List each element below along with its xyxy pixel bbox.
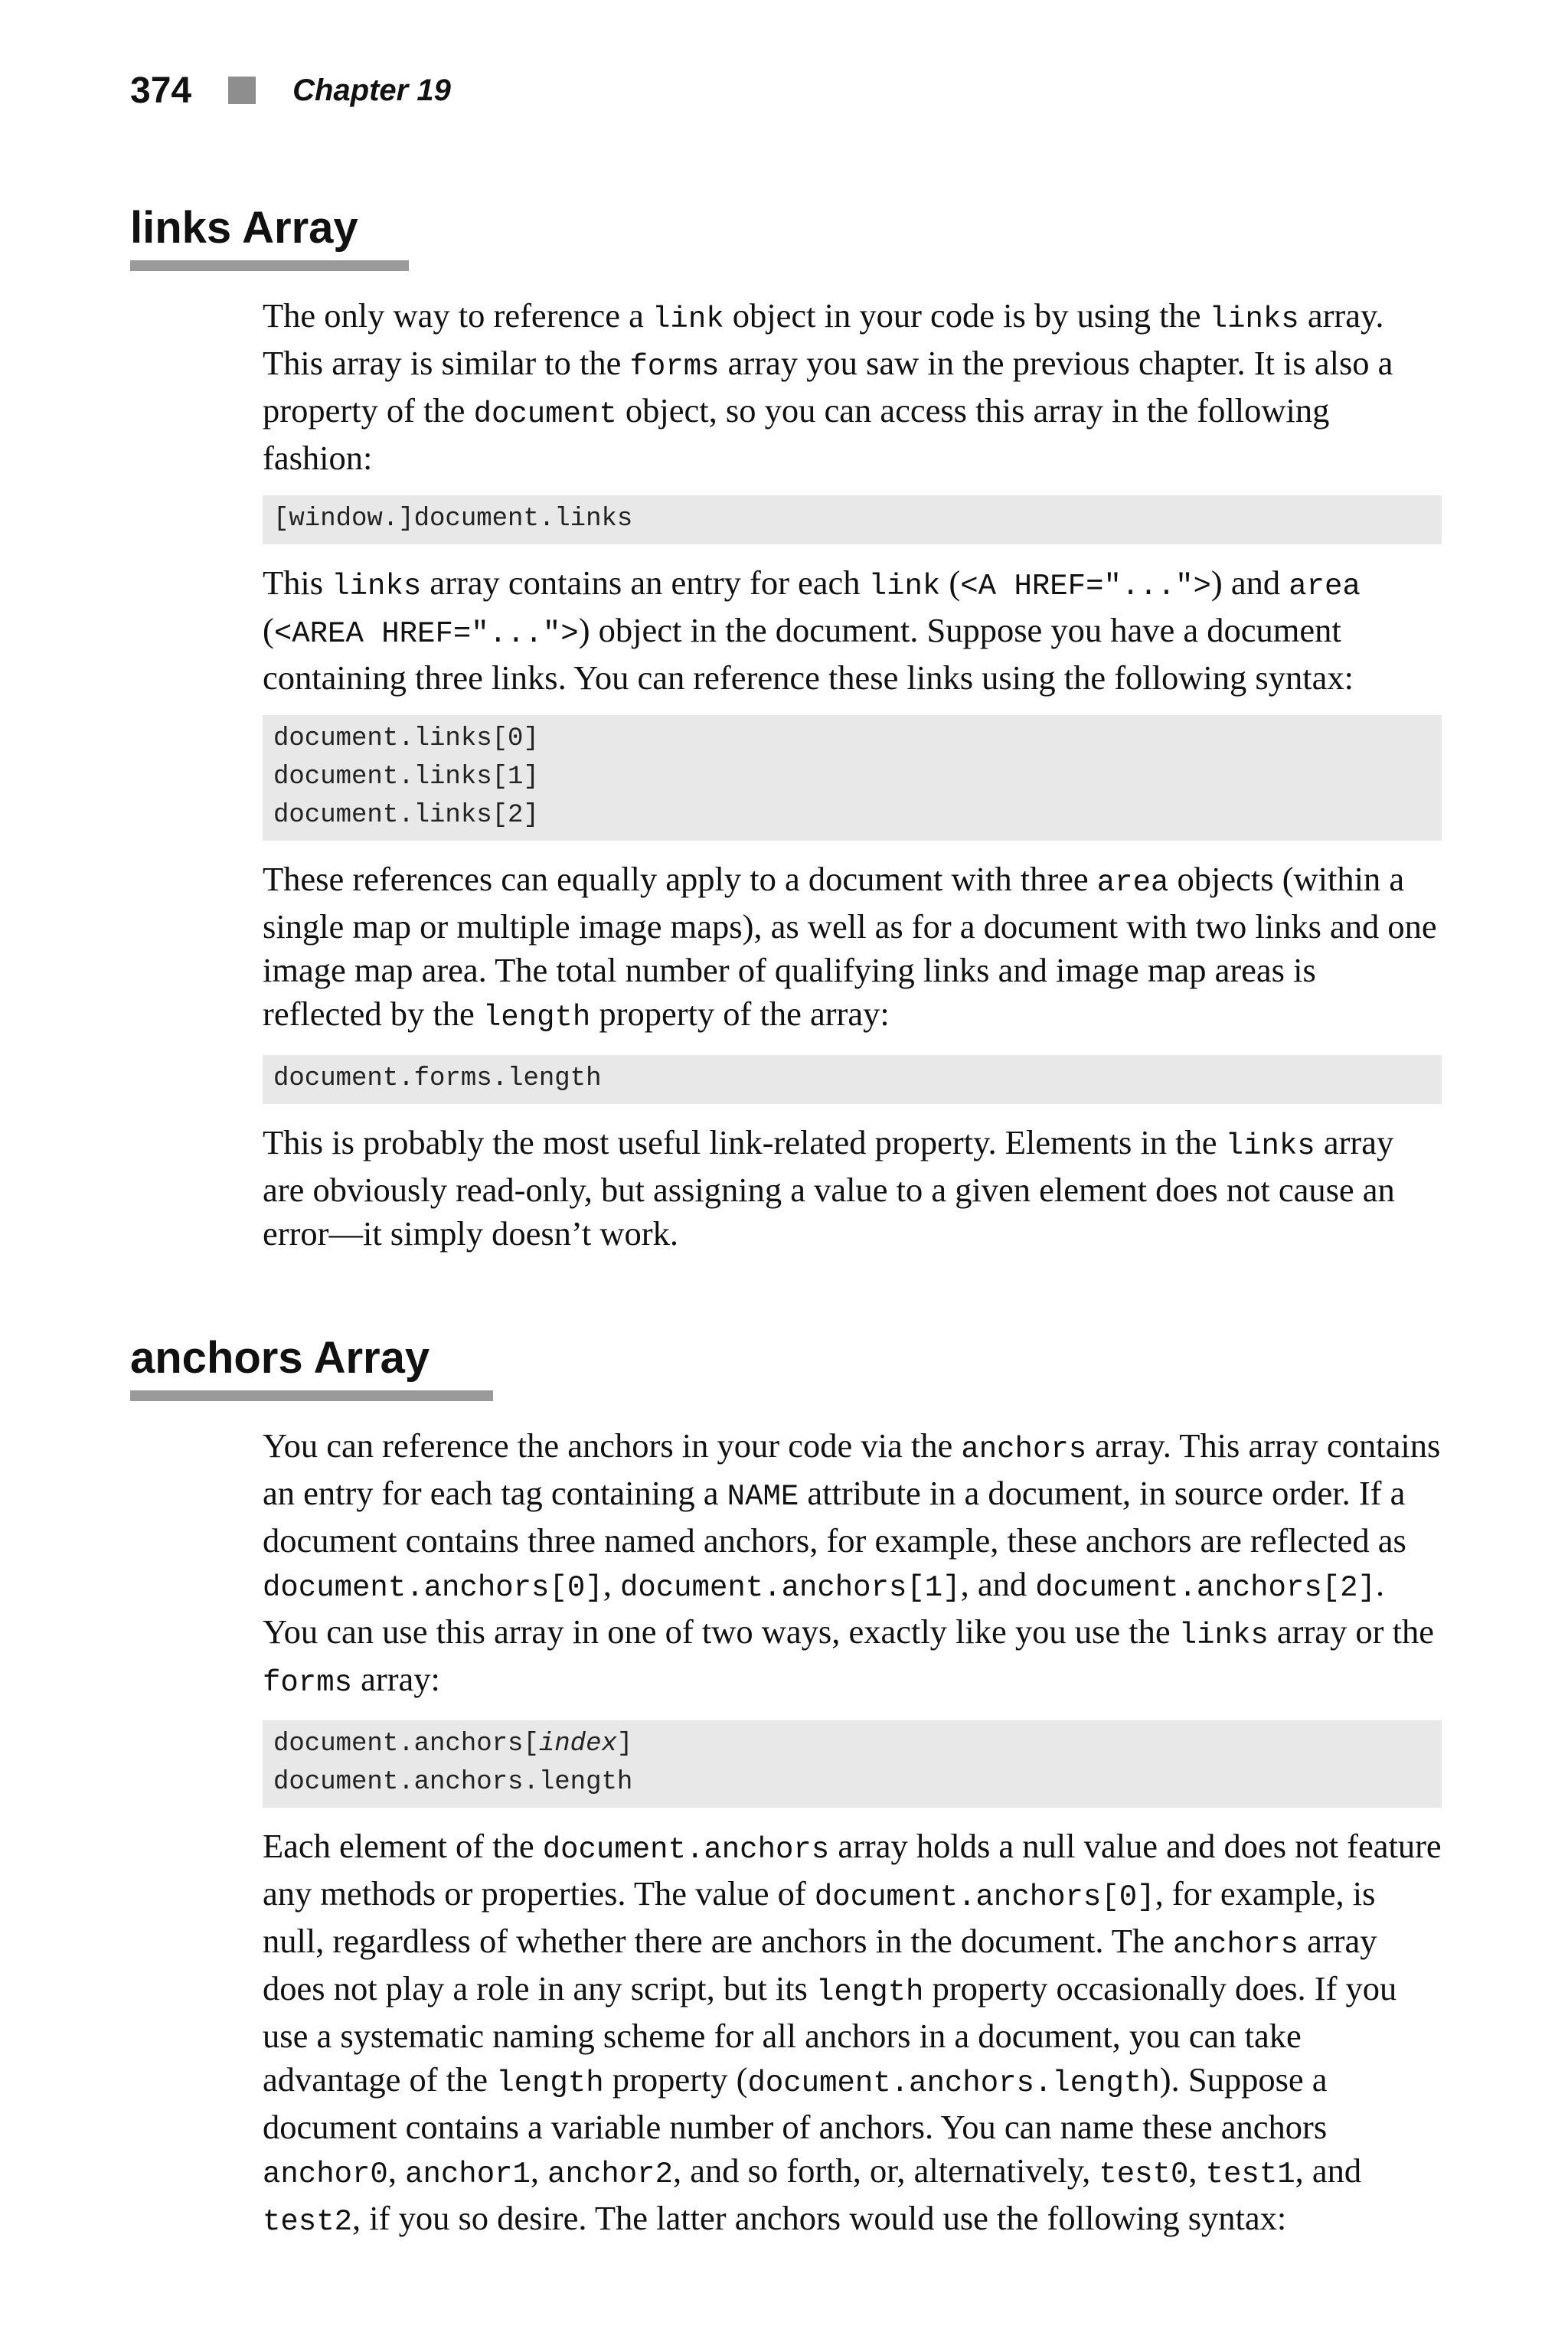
- section-rule: [130, 260, 409, 271]
- section-body-anchors: [263, 1424, 1442, 2244]
- running-header: [130, 67, 451, 113]
- code-line: document.anchors[index]: [273, 1730, 633, 1759]
- code-block: [263, 495, 1442, 544]
- paragraph: Each element of the document.anchors array holds a null value and does not feature any methods or properties. The value of document.anchors[0], for example, is null, regardless of whether there are anchors in the document. The anchors array does not play a role in any script, but its length property occasionally does. If you use a systematic naming scheme for all anchors in a document, you can take advantage of the length property (document.anchors.length). Suppose a document contains a variable number of anchors. You can name these anchors anchor0, anchor1, anchor2, and so forth, or, alternatively, test0, test1, and test2, if you so desire. The latter anchors would use the following syntax:: [263, 1827, 1442, 2239]
- code-line: document.forms.length: [273, 1064, 602, 1093]
- section-body-links: [263, 294, 1442, 1256]
- code-block: [263, 1055, 1442, 1104]
- section-title-links-array: links Array: [130, 203, 358, 253]
- paragraph: You can reference the anchors in your code via the anchors array. This array contains an entry for each tag containing a NAME attribute in a document, in source order. If a document contains three named anchors, for example, these anchors are reflected as document.anchors[0], document.anchors[1], and document.anchors[2]. You can use this array in one of two ways, exactly like you use the links array or the forms array:: [263, 1426, 1441, 1700]
- paragraph: This links array contains an entry for each link (<A HREF="...">) and area (<AREA HREF="...">) object in the document. Suppose you have a document containing three links. You can reference these links using the following syntax:: [263, 564, 1361, 697]
- paragraph: These references can equally apply to a document with three area objects (within a single map or multiple image maps), as well as for a document with two links and one image map area. The total number of qualifying links and image map areas is reflected by the length property of the array:: [263, 860, 1437, 1034]
- page-number: 374: [130, 70, 192, 111]
- code-line: document.links[1]: [273, 763, 539, 792]
- code-block: [263, 715, 1442, 841]
- code-line: document.links[2]: [273, 801, 539, 830]
- paragraph: The only way to reference a link object in your code is by using the links array. This array is similar to the forms array you saw in the previous chapter. It is also a property of the document object, so you can access this array in the following fashion:: [263, 296, 1393, 477]
- code-block: [263, 1720, 1442, 1808]
- section-rule: [130, 1390, 493, 1401]
- header-square-icon: [228, 77, 256, 104]
- code-line: [window.]document.links: [273, 505, 633, 534]
- chapter-label: Chapter 19: [292, 73, 451, 107]
- paragraph: This is probably the most useful link-related property. Elements in the links array are obviously read-only, but assigning a value to a given element does not cause an error—it simply doesn’t work.: [263, 1123, 1395, 1253]
- code-line: document.anchors.length: [273, 1768, 633, 1797]
- code-line: document.links[0]: [273, 724, 539, 753]
- section-title-anchors-array: anchors Array: [130, 1333, 430, 1383]
